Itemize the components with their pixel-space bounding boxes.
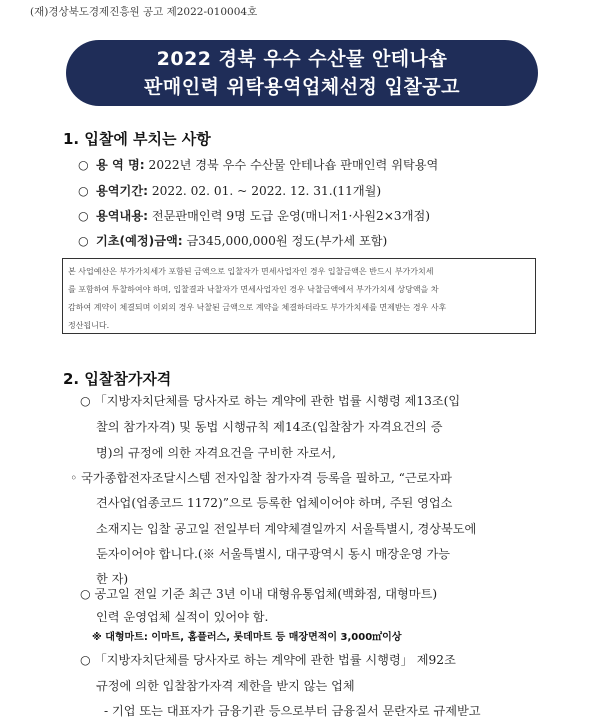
title-banner — [66, 40, 538, 106]
item-label: 용 역 명: — [96, 158, 145, 172]
item-service-content — [78, 207, 430, 224]
qual-line: ○ 「지방자치단체를 당사자로 하는 계약에 관한 법률 시행령」 제92조 — [80, 653, 456, 667]
item-label: 기초(예정)금액: — [96, 234, 183, 248]
qual-line: 견사업(업종코드 1172)”으로 등록한 업체이어야 하며, 주된 영업소 — [96, 496, 453, 510]
item-value: 전문판매인력 9명 도급 운영(매니저1·사원2×3개점) — [147, 209, 430, 223]
section1-heading: 1. 입찰에 부치는 사항 — [63, 130, 211, 148]
qual-line: 규정에 의한 입찰참가자격 제한을 받지 않는 업체 — [96, 679, 355, 693]
qual-line: - 기업 또는 대표자가 금융기관 등으로부터 금융질서 문란자로 규제받고 — [104, 704, 481, 718]
item-base-price — [78, 232, 387, 249]
large-mart-note: ※ 대형마트: 이마트, 홈플러스, 롯데마트 등 매장면적이 3,000㎡이상 — [92, 632, 402, 643]
item-service-name — [78, 156, 438, 173]
qual-line: 명)의 규정에 의한 자격요건을 구비한 자로서, — [96, 446, 336, 460]
qual-line: ○ 공고일 전일 기준 최근 3년 이내 대형유통업체(백화점, 대형마트) — [80, 587, 438, 601]
box-line: 본 사업예산은 부가가치세가 포함된 금액으로 입찰자가 면세사업자인 경우 입찰금액은 반드시 부가가치세 — [68, 267, 434, 276]
item-label: 용역내용: — [96, 209, 148, 223]
qual-line: ◦ 국가종합전자조달시스템 전자입찰 참가자격 등록을 필하고, “근로자파 — [70, 471, 452, 485]
title-line-2: 판매인력 위탁용역업체선정 입찰공고 — [144, 76, 460, 98]
item-service-period — [78, 182, 381, 199]
box-line: 정산됩니다. — [68, 321, 110, 330]
vat-notice-box — [62, 258, 536, 334]
item-value: 2022. 02. 01. ~ 2022. 12. 31.(11개월) — [147, 184, 382, 198]
bullet: ○ — [78, 209, 89, 223]
qual-line: 한 자) — [96, 572, 129, 586]
notice-number: (재)경상북도경제진흥원 공고 제2022-010004호 — [30, 6, 258, 18]
qual-line: 찰의 참가자격) 및 동법 시행규칙 제14조(입찰참가 자격요건의 증 — [96, 420, 443, 434]
item-value: 2022년 경북 우수 수산물 안테나숍 판매인력 위탁용역 — [144, 158, 439, 172]
box-line: 를 포함하여 투찰하여야 하며, 입찰결과 낙찰자가 면세사업자인 경우 낙찰금액에서 부가가치세 상당액을 차 — [68, 285, 439, 294]
box-line: 감하여 계약이 체결되며 이외의 경우 낙찰된 금액으로 계약을 체결하더라도 부가가치세를 면제받는 경우 사후 — [68, 303, 447, 312]
qual-line: ○ 「지방자치단체를 당사자로 하는 계약에 관한 법률 시행령 제13조(입 — [80, 394, 461, 408]
qual-line: 소재지는 입찰 공고일 전일부터 계약체결일까지 서울특별시, 경상북도에 — [96, 522, 477, 536]
title-line-1: 2022 경북 우수 수산물 안테나숍 — [156, 48, 448, 70]
qual-line: 인력 운영업체 실적이 있어야 함. — [96, 610, 269, 624]
bullet: ○ — [78, 234, 89, 248]
bullet: ○ — [78, 184, 89, 198]
section2-heading: 2. 입찰참가자격 — [63, 370, 172, 388]
item-label: 용역기간: — [96, 184, 148, 198]
bullet: ○ — [78, 158, 89, 172]
qual-line: 둔자이어야 합니다.(※ 서울특별시, 대구광역시 동시 매장운영 가능 — [96, 547, 451, 561]
item-value: 금345,000,000원 정도(부가세 포함) — [182, 234, 388, 248]
